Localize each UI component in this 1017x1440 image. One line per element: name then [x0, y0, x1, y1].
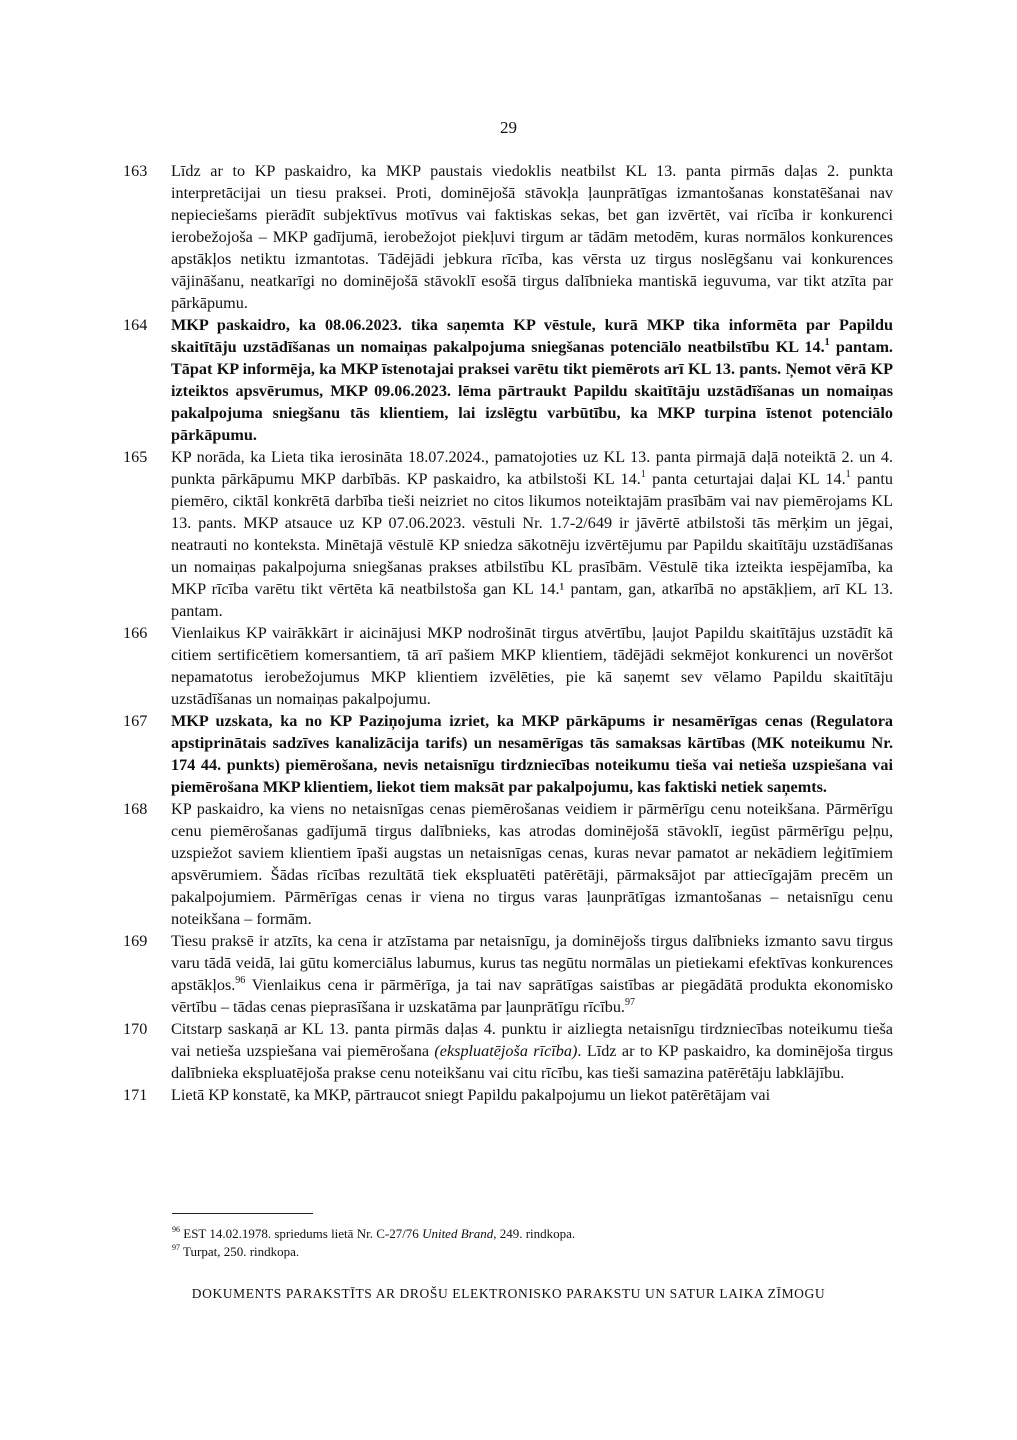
superscript: 1 [845, 468, 851, 480]
paragraph-text [171, 930, 893, 1018]
superscript: 97 [624, 996, 635, 1008]
paragraph-number: 167 [123, 712, 148, 730]
page-number: 29 [500, 118, 517, 137]
text-run: EST 14.02.1978. spriedums lietā Nr. C-27/76 [180, 1226, 423, 1241]
text-run: Citstarp saskaņā ar KL 13. panta pirmās daļas 4. punktu ir aizliegta netaisnīgu tirdzniecības noteikumu tieša vai netieša uzspiešana vai piemērošana [171, 1020, 893, 1060]
text-run: , 249. rindkopa. [493, 1226, 576, 1241]
paragraph [123, 314, 893, 446]
paragraph-text [171, 1018, 893, 1084]
text-run: pantam. Tāpat KP informēja, ka MKP īstenotajai praksei varētu tikt piemērots arī KL 13. pants. Ņemot vērā KP izteiktos apsvērumus, MKP 09.06.2023. lēma pārtraukt Papildu skaitītāju uzstādīšanas un nomaiņas pakalpojuma sniegšanu tās klientiem, lai izslēgtu varbūtību, ka MKP turpina īstenot potenciālo pārkāpumu. [171, 338, 893, 444]
paragraph [123, 1084, 893, 1106]
paragraph-text [171, 446, 893, 622]
paragraph-number: 171 [123, 1086, 148, 1104]
footnotes [172, 1225, 892, 1261]
superscript: 96 [235, 974, 246, 986]
italic-text: (ekspluatējoša rīcība) [434, 1042, 578, 1060]
text-run: Lietā KP konstatē, ka MKP, pārtraucot sniegt Papildu pakalpojumu un liekot patērētājam vai [171, 1086, 771, 1104]
footnote [172, 1243, 892, 1261]
paragraph-text [171, 1084, 893, 1106]
text-run: Vienlaikus cena ir pārmērīga, ja tai nav saprātīgas saistības ar piegādātā produkta ekonomisko vērtību – tādas cenas pieprasīšana ir uzskatāma par ļaunprātīgu rīcību. [171, 976, 893, 1016]
superscript: 96 [172, 1224, 180, 1234]
italic-text: United Brand [422, 1226, 494, 1241]
text-run: MKP uzskata, ka no KP Paziņojuma izriet, ka MKP pārkāpums ir nesamērīgas cenas (Regulatora apstiprinātais sadzīves kanalizācija tarifs) un nesamērīgas tās samaksas kārtības (MK noteikumu Nr. 174 44. punkts) piemērošana, nevis netaisnīgu tirdzniecības noteikumu tieša vai netieša uzspiešana vai piemērošana MKP klientiem, liekot tiem maksāt par pakalpojumu, kas faktiski netiek saņemts. [171, 712, 893, 796]
paragraph [123, 710, 893, 798]
superscript: 1 [640, 468, 646, 480]
paragraph-number: 165 [123, 448, 148, 466]
superscript: 97 [172, 1242, 180, 1252]
paragraph-text [171, 160, 893, 314]
signature-notice: DOKUMENTS PARAKSTĪTS AR DROŠU ELEKTRONISKO PARAKSTU UN SATUR LAIKA ZĪMOGU [191, 1286, 826, 1301]
paragraph-number: 168 [123, 800, 148, 818]
footnote [172, 1225, 892, 1243]
paragraph [123, 622, 893, 710]
text-run: Vienlaikus KP vairākkārt ir aicinājusi MKP nodrošināt tirgus atvērtību, ļaujot Papildu skaitītājus uzstādīt kā citiem sertificētiem komersantiem, tā arī pašiem MKP klientiem, tādējādi sekmējot konkurenci un novēršot nepamatotus ierobežojumus MKP klientiem izvēlēties, pie kā saņemt sev vēlamo Papildu skaitītāju uzstādīšanas un nomaiņas pakalpojumu. [171, 624, 893, 708]
paragraph-number: 170 [123, 1020, 148, 1038]
text-run: Līdz ar to KP paskaidro, ka MKP paustais viedoklis neatbilst KL 13. panta pirmās daļas 2. punkta interpretācijai un tiesu praksei. Proti, dominējošā stāvokļa ļaunprātīgas izmantošanas konstatēšanai nav nepieciešams pierādīt subjektīvus motīvus vai faktiskas sekas, bet gan izvērtēt, vai rīcība ir konkurenci ierobežojoša – MKP gadījumā, ierobežojot piekļuvi tirgum ar tādām metodēm, kuras normālos konkurences apstākļos netiktu izmantotas. Tādējādi jebkura rīcība, kas vērsta uz tirgus noslēgšanu vai konkurences vājināšanu, neatkarīgi no dominējošā stāvoklī esošā tirgus dalībnieka mantiskā ieguvuma, var tikt atzīta par pārkāpumu. [171, 162, 893, 312]
paragraph [123, 446, 893, 622]
text-run: KP paskaidro, ka viens no netaisnīgas cenas piemērošanas veidiem ir pārmērīgu cenu noteikšana. Pārmērīgu cenu piemērošanas gadījumā tirgus dalībnieks, kas atrodas dominējošā stāvoklī, iegūst pārmērīgu peļņu, uzspiežot saviem klientiem īpaši augstas un netaisnīgas cenas, kuras nevar pamatot ar nekādiem leģitīmiem apsvērumiem. Šādas rīcības rezultātā tiek ekspluatēti patērētāji, pārmaksājot par attiecīgajām precēm un pakalpojumiem. Pārmērīgas cenas ir viena no tirgus varas ļaunprātīgas izmantošanas – netaisnīgu cenu noteikšana – formām. [171, 800, 893, 928]
text-run: Tiesu praksē ir atzīts, ka cena ir atzīstama par netaisnīgu, ja dominējošs tirgus dalībnieks izmanto savu tirgus varu tādā veidā, lai gūtu komerciālus labumus, kurus tas negūtu normālas un pietiekami efektīvas konkurences apstākļos. [171, 932, 893, 994]
paragraph [123, 1018, 893, 1084]
paragraph-text [171, 710, 893, 798]
superscript: 1 [824, 336, 830, 348]
paragraph-number: 164 [123, 316, 148, 334]
paragraph [123, 930, 893, 1018]
paragraph-text [171, 314, 893, 446]
text-run: Turpat, 250. rindkopa. [180, 1244, 300, 1259]
paragraph-text [171, 798, 893, 930]
text-run: panta ceturtajai daļai KL 14. [645, 470, 846, 488]
paragraph-text [171, 622, 893, 710]
text-run: MKP paskaidro, ka 08.06.2023. tika saņemta KP vēstule, kurā MKP tika informēta par Papildu skaitītāju uzstādīšanas un nomaiņas pakalpojuma sniegšanas potenciālo neatbilstību KL 14. [171, 316, 893, 356]
paragraph [123, 160, 893, 314]
paragraph-number: 166 [123, 624, 148, 642]
footnote-separator [172, 1213, 313, 1214]
text-run: . Līdz ar to KP paskaidro, ka dominējoša tirgus dalībnieka ekspluatējoša prakse cenu noteikšanu vai citu rīcību, kas tieši samazina patērētāju labklājību. [171, 1042, 893, 1082]
paragraph-number: 163 [123, 162, 148, 180]
paragraph-number: 169 [123, 932, 148, 950]
document-body [123, 160, 893, 1106]
text-run: KP norāda, ka Lieta tika ierosināta 18.07.2024., pamatojoties uz KL 13. panta pirmajā daļā noteiktā 2. un 4. punkta pārkāpumu MKP darbībās. KP paskaidro, ka atbilstoši KL 14. [171, 448, 893, 488]
paragraph [123, 798, 893, 930]
text-run: pantu piemēro, ciktāl konkrētā darbība tieši neizriet no citos likumos noteiktajām prasībām vai nav piemērojams KL 13. pants. MKP atsauce uz KP 07.06.2023. vēstuli Nr. 1.7-2/649 ir jāvērtē atbilstoši tās mērķim un jēgai, neatrauti no konteksta. Minētajā vēstulē KP sniedza sākotnēju izvērtējumu par Papildu skaitītāju uzstādīšanas un nomaiņas pakalpojuma sniegšanas prakses atbilstību KL prasībām. Vēstulē tika izteikta iespējamība, ka MKP rīcība varētu tikt vērtēta kā neatbilstoša gan KL 14.¹ pantam, gan, atkarībā no apstākļiem, arī KL 13. pantam. [171, 470, 893, 620]
